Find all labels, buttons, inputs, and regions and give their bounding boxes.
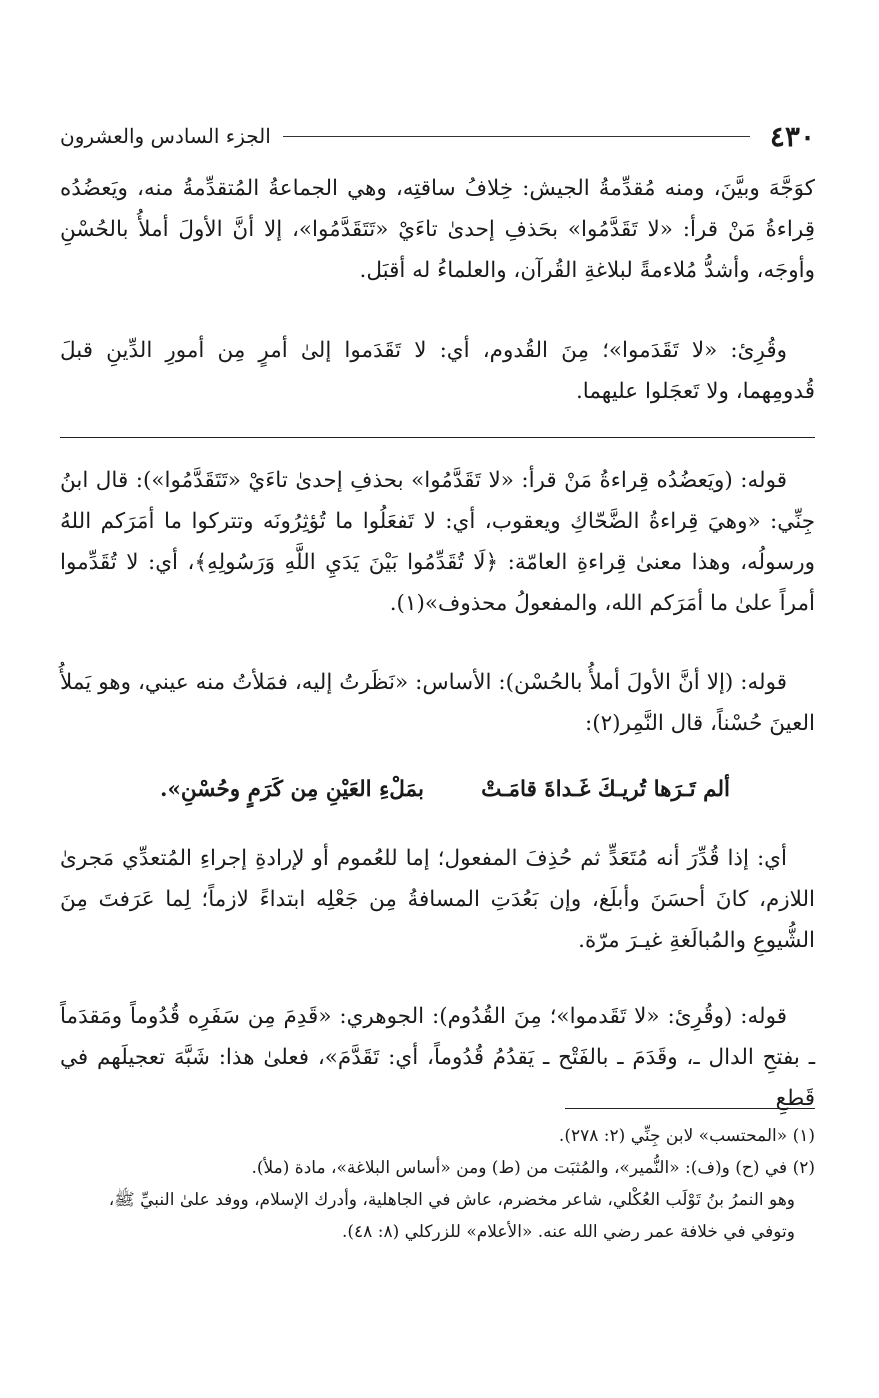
main-paragraph-1: كوَجَّهَ وبيَّنَ، ومنه مُقدِّمةُ الجيش: خِلافُ ساقتِه، وهي الجماعةُ المُتقدِّمةُ منه، ويَعضُدُه قِراءةُ مَنْ قرأ: «لا تَقَدَّمُوا» بحَذفِ إحدىٰ تاءَيْ «تَتَقَدَّمُوا»، إلا أنَّ الأولَ أملأُ بالحُسْنِ وأوجَه، وأشدُّ مُلاءمةً لبلاغةِ القُرآن، والعلماءُ له أقبَل. (60, 176, 815, 283)
commentary-paragraph-2: قوله: (إلا أنَّ الأولَ أملأُ بالحُسْن): الأساس: «نَظَرتُ إليه، فمَلأتُ منه عيني، وهو يَملأُ العينَ حُسْناً، قال النَّمِر(٢): (60, 670, 815, 736)
page-header (60, 118, 815, 154)
poetry-verse (160, 770, 730, 810)
commentary-block-2 (60, 662, 815, 744)
main-text-paragraph-1 (60, 168, 815, 291)
running-title: الجزء السادس والعشرون (60, 124, 271, 148)
footnotes (60, 1120, 815, 1248)
page-number: ٤٣٠ (769, 119, 815, 153)
commentary-block-4 (60, 996, 815, 1119)
commentary-paragraph-3: أي: إذا قُدِّرَ أنه مُتَعَدٍّ ثم حُذِفَ المفعول؛ إما للعُموم أو لإرادةِ إجراءِ المُتعدِّي مَجرىٰ اللازم، كانَ أحسَنَ وأبلَغ، وإن بَعُدَتِ المسافةُ مِن جَعْلِه ابتداءً لازماً؛ لِما عَرَفتَ مِنَ الشُّيوعِ والمُبالَغةِ غيـرَ مرّة. (60, 846, 815, 953)
commentary-block-1 (60, 460, 815, 624)
section-divider (60, 437, 815, 438)
verse-first-hemistich: ألم تَـرَها تُريـكَ غَـداةَ قامَـتْ (481, 777, 730, 802)
header-rule (283, 136, 750, 137)
verse-second-hemistich: بمَلْءِ العَيْنِ مِن كَرَمٍ وحُسْنِ». (160, 777, 424, 802)
main-paragraph-2: وقُرِئ: «لا تَقَدَموا»؛ مِنَ القُدوم، أي: لا تَقَدَموا إلىٰ أمرٍ مِن أمورِ الدِّينِ قبلَ قُدومِهما، ولا تَعجَلوا عليهما. (60, 338, 815, 404)
commentary-paragraph-1: قوله: (ويَعضُدُه قِراءةُ مَنْ قرأ: «لا تَقَدَّمُوا» بحذفِ إحدىٰ تاءَيْ «تَتَقَدَّمُوا»): قال ابنُ جِنِّي: «وهيَ قِراءةُ الضَّحّاكِ ويعقوب، أي: لا تَفعَلُوا ما تُؤثِرُونَه وتتركوا ما أمَرَكم اللهُ ورسولُه، وهذا معنىٰ قِراءةِ العامّة: ﴿لَا تُقَدِّمُوا بَيْنَ يَدَيِ اللَّهِ وَرَسُولِهِ﴾، أي: لا تُقَدِّموا أمراً علىٰ ما أمَرَكم الله، والمفعولُ محذوف»(١). (60, 468, 815, 616)
footnote-2: (٢) في (ح) و(ف): «النُّمير»، والمُثبَت من (ط) ومن «أساس البلاغة»، مادة (ملأ). (251, 1158, 815, 1178)
commentary-paragraph-4: قوله: (وقُرِئ: «لا تَقَدموا»؛ مِنَ القُدُوم): الجوهري: «قَدِمَ مِن سَفَرِه قُدُوماً ومَقدَماً ـ بفتحِ الدال ـ، وقَدَمَ ـ بالفَتْح ـ يَقدُمُ قُدُوماً، أي: تَقَدَّمَ»، فعلىٰ هذا: شَبَّهَ تعجيلَهم في قَطعِ (60, 1004, 815, 1111)
main-text-paragraph-2 (60, 330, 815, 412)
footnote-rule (565, 1108, 815, 1109)
commentary-block-3 (60, 838, 815, 961)
footnote-1: (١) «المحتسب» لابن جِنِّي (٢: ٢٧٨). (558, 1126, 815, 1146)
footnote-2-continuation: وهو النمرُ بنُ تَوْلَب العُكْلي، شاعر مخضرم، عاش في الجاهلية، وأدرك الإسلام، ووفد علىٰ النبيِّ ﷺ، وتوفي في خلافة عمر رضي الله عنه. «الأعلام» للزركلي (٨: ٤٨). (108, 1190, 795, 1242)
